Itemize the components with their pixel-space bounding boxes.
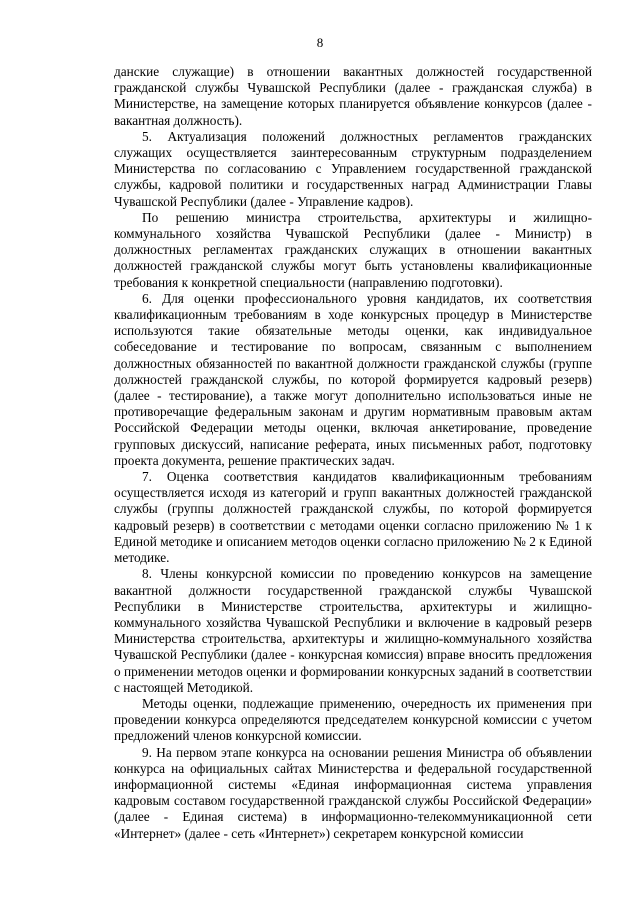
page-number: 8 bbox=[316, 35, 324, 50]
paragraph-evaluation-methods: Методы оценки, подлежащие применению, очередность их применения при проведении конкурса определяются председателем конкурсной комиссии с учетом предложений членов конкурсной комиссии. bbox=[114, 695, 592, 744]
paragraph-item-6: 6. Для оценки профессионального уровня кандидатов, их соответствия квалификационным требованиям в ходе конкурсных процедур в Министерстве используются такие обязательные методы оценки, как индивидуальное собеседование и тестирование по вопросам, связанным с выполнением должностных обязанностей по вакантной должности гражданской службы (группе должностей гражданской службы, по которой формируется кадровый резерв) (далее - тестирование), а также могут дополнительно использоваться иные не противоречащие федеральным законам и другим нормативным правовым актам Российской Федерации методы оценки, включая анкетирование, проведение групповых дискуссий, написание реферата, иных письменных работ, подготовку проекта документа, решение практических задач. bbox=[114, 290, 592, 468]
paragraph-continuation: данские служащие) в отношении вакантных должностей государственной гражданской службы Чувашской Республики (далее - гражданская служба) в Министерстве, на замещение которых планируется объявление конкурсов (далее - вакантная должность). bbox=[114, 64, 592, 128]
document-body bbox=[114, 64, 592, 842]
paragraph-item-8: 8. Члены конкурсной комиссии по проведению конкурсов на замещение вакантной должности государственной гражданской службы Чувашской Республики в Министерстве строительства, архитектуры и жилищно-коммунального хозяйства Чувашской Республики и включение в кадровый резерв Министерства строительства, архитектуры и жилищно-коммунального хозяйства Чувашской Республики (далее - конкурсная комиссия) вправе вносить предложения о применении методов оценки и формировании конкурсных заданий в соответствии с настоящей Методикой. bbox=[114, 566, 592, 695]
paragraph-item-7: 7. Оценка соответствия кандидатов квалификационным требованиям осуществляется исходя из категорий и групп вакантных должностей гражданской службы (группы должностей гражданской службы, по которой формируется кадровый резерв) в соответствии с методами оценки согласно приложению № 1 к Единой методике и описанием методов оценки согласно приложению № 2 к Единой методике. bbox=[114, 469, 592, 566]
paragraph-item-5: 5. Актуализация положений должностных регламентов гражданских служащих осуществляется заинтересованным структурным подразделением Министерства по согласованию с Управлением государственной гражданской службы, кадровой политики и государственных наград Администрации Главы Чувашской Республики (далее - Управление кадров). bbox=[114, 128, 592, 209]
paragraph-item-9: 9. На первом этапе конкурса на основании решения Министра об объявлении конкурса на официальных сайтах Министерства и федеральной государственной информационной системы «Единая информационная система управления кадровым составом государственной гражданской службы Российской Федерации» (далее - Единая система) в информационно-телекоммуникационной сети «Интернет» (далее - сеть «Интернет») секретарем конкурсной комиссии bbox=[114, 744, 592, 841]
paragraph-minister-decision: По решению министра строительства, архитектуры и жилищно-коммунального хозяйства Чувашской Республики (далее - Министр) в должностных регламентах гражданских служащих в отношении вакантных должностей гражданской службы могут быть установлены квалификационные требования к конкретной специальности (направлению подготовки). bbox=[114, 209, 592, 290]
